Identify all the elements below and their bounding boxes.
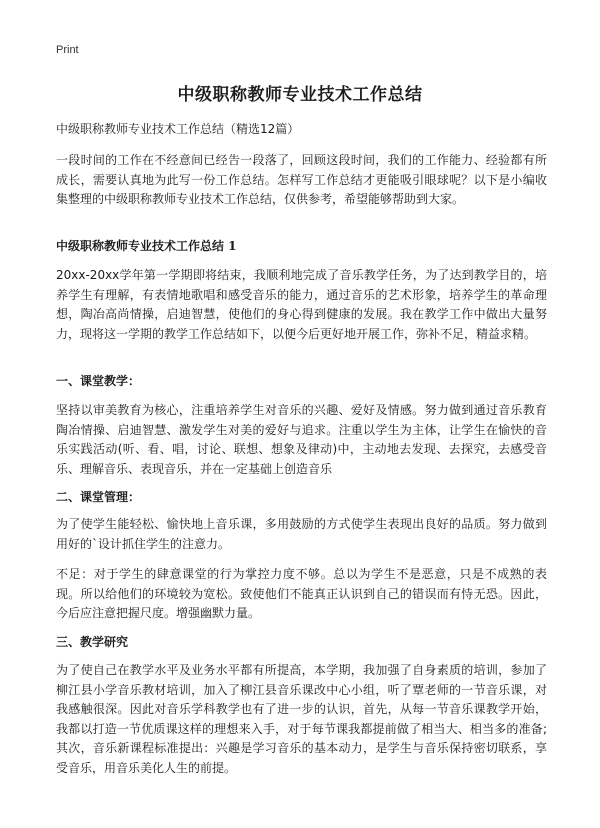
- section1-paragraph: 20xx-20xx学年第一学期即将结束，我顺利地完成了音乐教学任务，为了达到教学目的，培养学生有理解，有表情地歌唱和感受音乐的能力，通过音乐的艺术形象，培养学生的革命理想，陶冶高尚情操，启迪智慧，使他们的身心得到健康的发展。我在教学工作中做出大量努力，现将这一学期的教学工作总结如下，以便今后更好地开展工作，弥补不足，精益求精。: [56, 268, 547, 341]
- section-heading-1: 中级职称教师专业技术工作总结 1: [56, 239, 237, 253]
- shortcoming-paragraph: 不足：对于学生的肆意课堂的行为掌控力度不够。总以为学生不是恶意，只是不成熟的表现。所以给他们的环境较为宽松。致使他们不能真正认识到自己的错误而有恃无恐。因此，今后应注意把握尺度。增强幽默力量。: [56, 567, 547, 620]
- heading-classroom-teaching: 一、课堂教学：: [56, 374, 141, 388]
- classroom-teaching-paragraph: 坚持以审美教育为核心，注重培养学生对音乐的兴趣、爱好及情感。努力做到通过音乐教育陶冶情操、启迪智慧、激发学生对美的爱好与追求。注重以学生为主体，让学生在愉快的音乐实践活动(听、看、唱，讨论、联想、想象及律动)中，主动地去发现、去探究，去感受音乐、理解音乐、表现音乐，并在一定基础上创造音乐: [56, 403, 547, 476]
- document-subtitle: 中级职称教师专业技术工作总结（精选12篇）: [56, 122, 300, 136]
- print-link[interactable]: Print: [56, 44, 79, 56]
- heading-classroom-management: 二、课堂管理：: [56, 490, 141, 504]
- intro-paragraph: 一段时间的工作在不经意间已经告一段落了，回顾这段时间，我们的工作能力、经验都有所成长，需要认真地为此写一份工作总结。怎样写工作总结才更能吸引眼球呢？以下是小编收集整理的中级职称教师专业技术工作总结，仅供参考，希望能够帮助到大家。: [56, 153, 547, 206]
- classroom-management-paragraph: 为了使学生能轻松、愉快地上音乐课，多用鼓励的方式使学生表现出良好的品质。努力做到用好的`设计抓住学生的注意力。: [56, 517, 547, 551]
- heading-teaching-research: 三、教学研究: [56, 635, 129, 649]
- page-title: 中级职称教师专业技术工作总结: [177, 85, 423, 105]
- teaching-research-paragraph: 为了使自己在教学水平及业务水平都有所提高，本学期，我加强了自身素质的培训，参加了柳江县小学音乐教材培训，加入了柳江县音乐课改中心小组，听了覃老师的一节音乐课，对我感触很深。因此对音乐学科教学也有了进一步的认识，首先，从每一节音乐课教学开始，我都以打造一节优质课这样的理想来入手，对于每节课我都提前做了相当大、相当多的准备;其次，音乐新课程标准提出：兴趣是学习音乐的基本动力，是学生与音乐保持密切联系，享受音乐，用音乐美化人生的前提。: [56, 663, 547, 775]
